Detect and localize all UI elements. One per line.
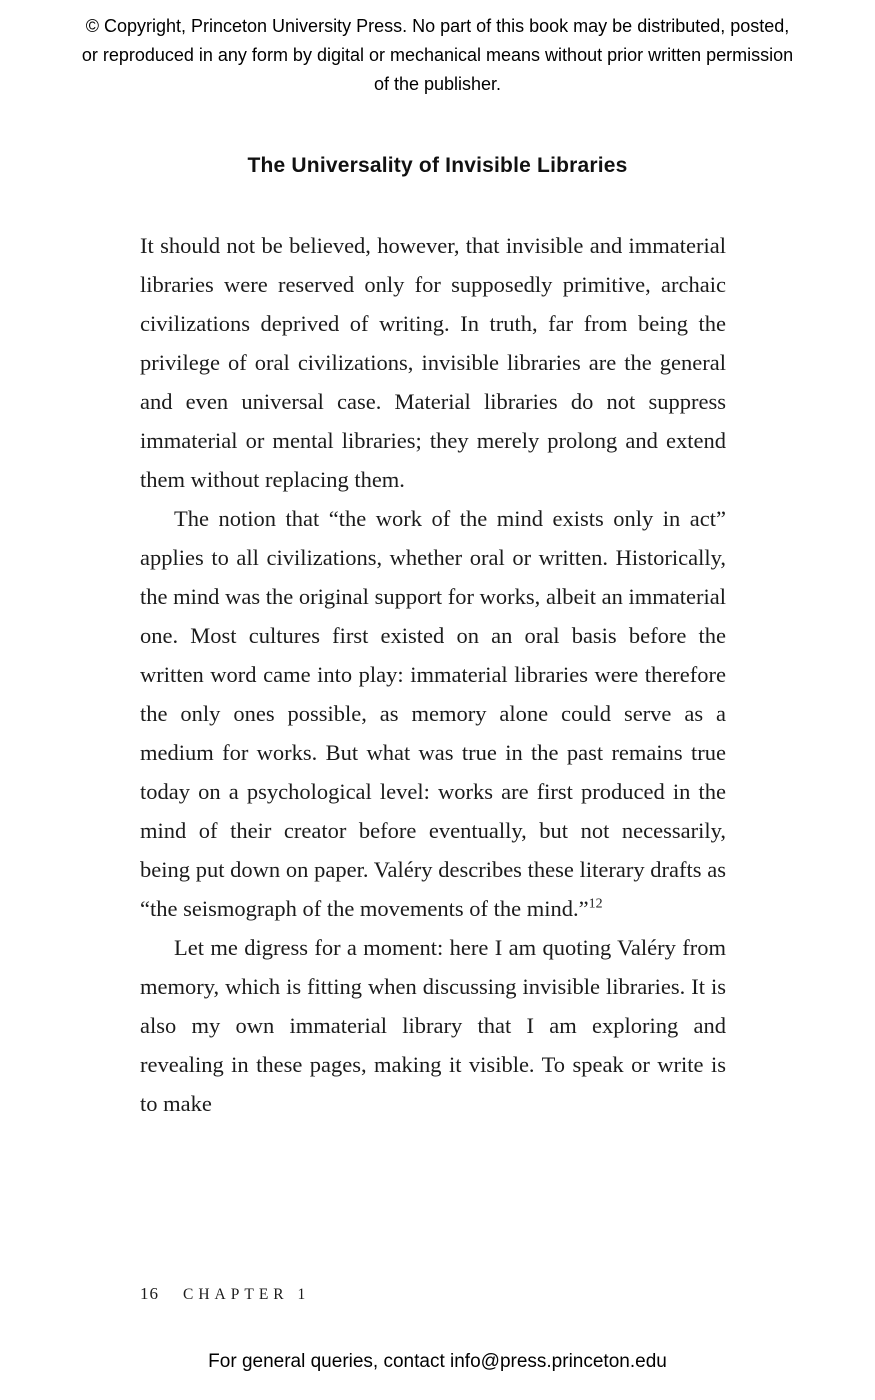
section-heading: The Universality of Invisible Libraries <box>247 154 628 177</box>
paragraph-text: It should not be believed, however, that invisible and immaterial libraries were reserved only for supposedly primitive, archaic civilizations deprived of writing. In truth, far from being the privilege of oral civilizations, invisible libraries are the general and even universal case. Material libraries do not suppress immaterial or mental libraries; they merely prolong and extend them without replacing them. <box>140 233 726 492</box>
page-number: 16 <box>140 1284 159 1303</box>
paragraph <box>140 928 726 1123</box>
footnote-ref: 12 <box>588 896 603 912</box>
queries-contact-line: For general queries, contact info@press.princeton.edu <box>208 1351 667 1372</box>
paragraph <box>140 499 726 928</box>
page-footer <box>140 1284 310 1304</box>
paragraph-text: The notion that “the work of the mind exists only in act” applies to all civilizations, whether oral or written. Historically, the mind was the original support for works, albeit an immaterial one. Most cultures first existed on an oral basis before the written word came into play: immaterial libraries were therefore the only ones possible, as memory alone could serve as a medium for works. But what was true in the past remains true today on a psychological level: works are first produced in the mind of their creator before eventually, but not necessarily, being put down on paper. Valéry describes these literary drafts as “the seismograph of the movements of the mind.” <box>140 506 726 921</box>
chapter-label: CHAPTER 1 <box>183 1286 311 1303</box>
paragraph-text: Let me digress for a moment: here I am quoting Valéry from memory, which is fitting when discussing invisible libraries. It is also my own immaterial library that I am exploring and revealing in these pages, making it visible. To speak or write is to make <box>140 935 726 1116</box>
copyright-notice: © Copyright, Princeton University Press. No part of this book may be distributed, posted, or reproduced in any form by digital or mechanical means without prior written permission of the publisher. <box>81 16 794 94</box>
paragraph <box>140 226 726 499</box>
body-text <box>140 226 726 1123</box>
